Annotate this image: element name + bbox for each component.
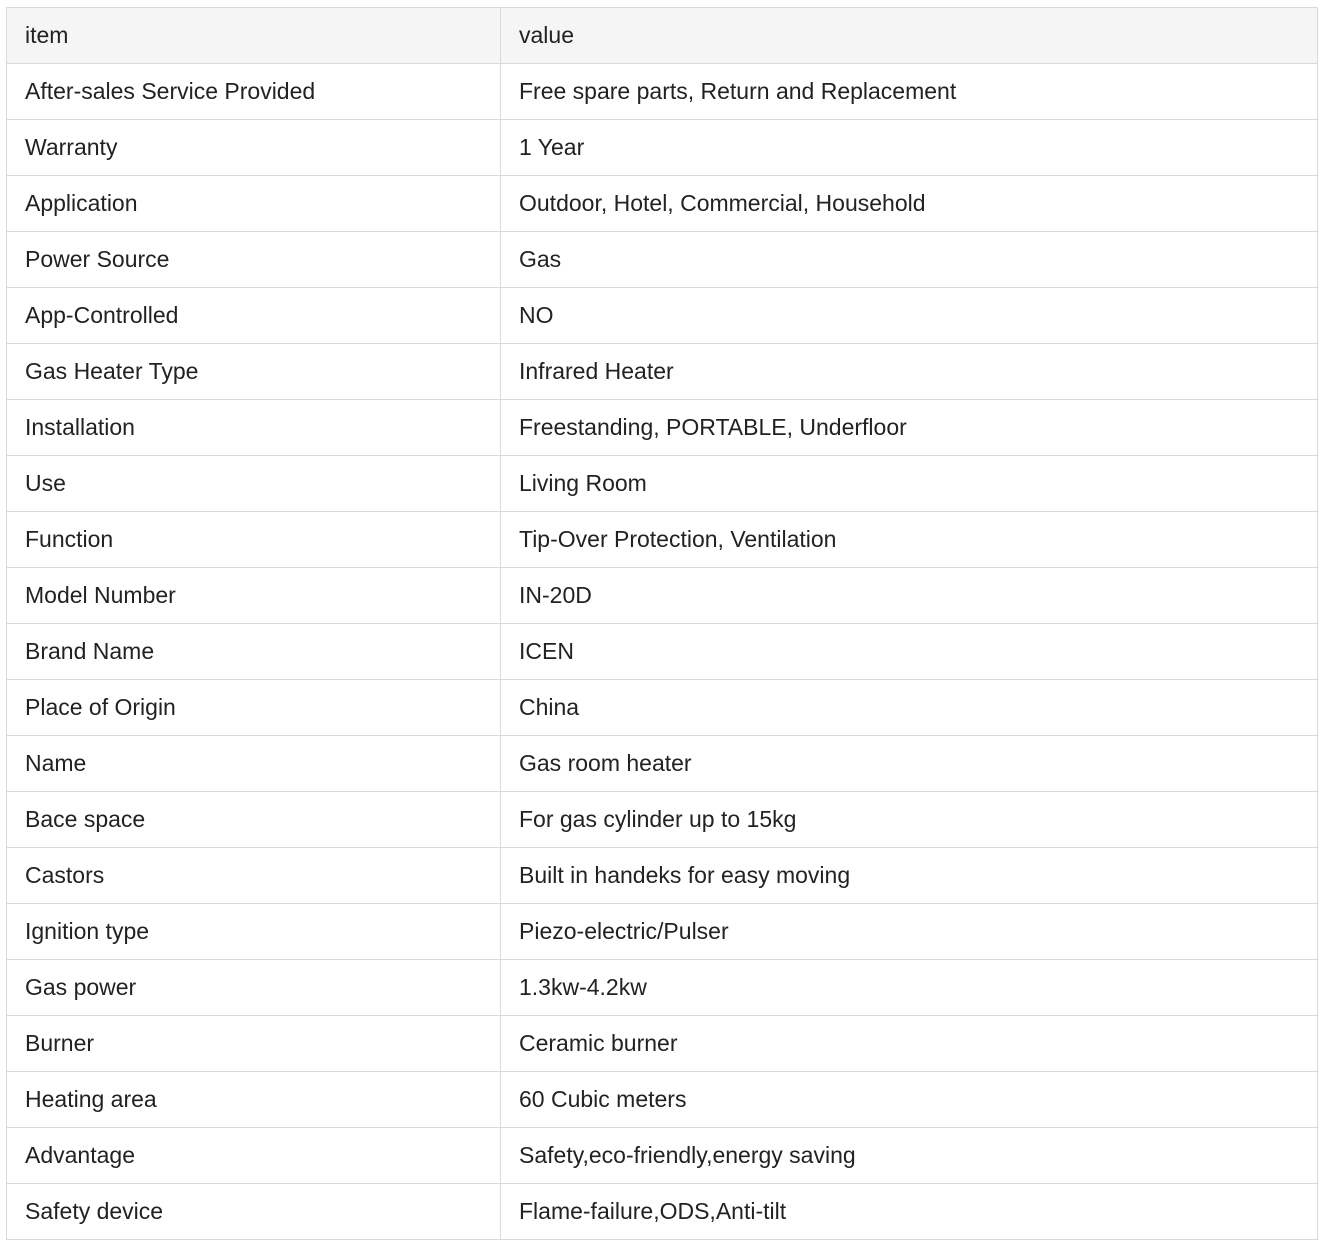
item-cell: Castors bbox=[7, 848, 501, 904]
table-row bbox=[7, 64, 1318, 120]
table-row bbox=[7, 1016, 1318, 1072]
table-row bbox=[7, 624, 1318, 680]
item-cell: Function bbox=[7, 512, 501, 568]
header-value: value bbox=[501, 8, 1318, 64]
item-cell: Name bbox=[7, 736, 501, 792]
item-cell: After-sales Service Provided bbox=[7, 64, 501, 120]
table-header bbox=[7, 8, 1318, 64]
table-row bbox=[7, 1128, 1318, 1184]
table-row bbox=[7, 120, 1318, 176]
item-cell: App-Controlled bbox=[7, 288, 501, 344]
value-cell: Gas room heater bbox=[501, 736, 1318, 792]
table-row bbox=[7, 680, 1318, 736]
item-cell: Safety device bbox=[7, 1184, 501, 1240]
item-cell: Installation bbox=[7, 400, 501, 456]
table-row bbox=[7, 176, 1318, 232]
value-cell: Outdoor, Hotel, Commercial, Household bbox=[501, 176, 1318, 232]
table-row bbox=[7, 792, 1318, 848]
table-row bbox=[7, 1072, 1318, 1128]
item-cell: Advantage bbox=[7, 1128, 501, 1184]
value-cell: Ceramic burner bbox=[501, 1016, 1318, 1072]
value-cell: Safety,eco-friendly,energy saving bbox=[501, 1128, 1318, 1184]
item-cell: Ignition type bbox=[7, 904, 501, 960]
value-cell: Free spare parts, Return and Replacement bbox=[501, 64, 1318, 120]
value-cell: 1 Year bbox=[501, 120, 1318, 176]
value-cell: Built in handeks for easy moving bbox=[501, 848, 1318, 904]
header-item: item bbox=[7, 8, 501, 64]
value-cell: Living Room bbox=[501, 456, 1318, 512]
table-row bbox=[7, 232, 1318, 288]
value-cell: Piezo-electric/Pulser bbox=[501, 904, 1318, 960]
item-cell: Warranty bbox=[7, 120, 501, 176]
table-row bbox=[7, 736, 1318, 792]
table-body bbox=[7, 64, 1318, 1240]
item-cell: Bace space bbox=[7, 792, 501, 848]
value-cell: IN-20D bbox=[501, 568, 1318, 624]
table-row bbox=[7, 1184, 1318, 1240]
value-cell: Flame-failure,ODS,Anti-tilt bbox=[501, 1184, 1318, 1240]
table-row bbox=[7, 960, 1318, 1016]
item-cell: Place of Origin bbox=[7, 680, 501, 736]
item-cell: Brand Name bbox=[7, 624, 501, 680]
value-cell: Tip-Over Protection, Ventilation bbox=[501, 512, 1318, 568]
table-row bbox=[7, 848, 1318, 904]
value-cell: Infrared Heater bbox=[501, 344, 1318, 400]
value-cell: China bbox=[501, 680, 1318, 736]
value-cell: Gas bbox=[501, 232, 1318, 288]
table-row bbox=[7, 288, 1318, 344]
table-row bbox=[7, 344, 1318, 400]
table-row bbox=[7, 568, 1318, 624]
value-cell: 1.3kw-4.2kw bbox=[501, 960, 1318, 1016]
table-row bbox=[7, 456, 1318, 512]
item-cell: Burner bbox=[7, 1016, 501, 1072]
item-cell: Power Source bbox=[7, 232, 501, 288]
value-cell: 60 Cubic meters bbox=[501, 1072, 1318, 1128]
item-cell: Heating area bbox=[7, 1072, 501, 1128]
item-cell: Use bbox=[7, 456, 501, 512]
header-row bbox=[7, 8, 1318, 64]
table-row bbox=[7, 904, 1318, 960]
item-cell: Gas Heater Type bbox=[7, 344, 501, 400]
value-cell: For gas cylinder up to 15kg bbox=[501, 792, 1318, 848]
table-row bbox=[7, 512, 1318, 568]
item-cell: Application bbox=[7, 176, 501, 232]
spec-table bbox=[6, 7, 1318, 1240]
table-row bbox=[7, 400, 1318, 456]
value-cell: ICEN bbox=[501, 624, 1318, 680]
value-cell: Freestanding, PORTABLE, Underfloor bbox=[501, 400, 1318, 456]
item-cell: Gas power bbox=[7, 960, 501, 1016]
item-cell: Model Number bbox=[7, 568, 501, 624]
value-cell: NO bbox=[501, 288, 1318, 344]
